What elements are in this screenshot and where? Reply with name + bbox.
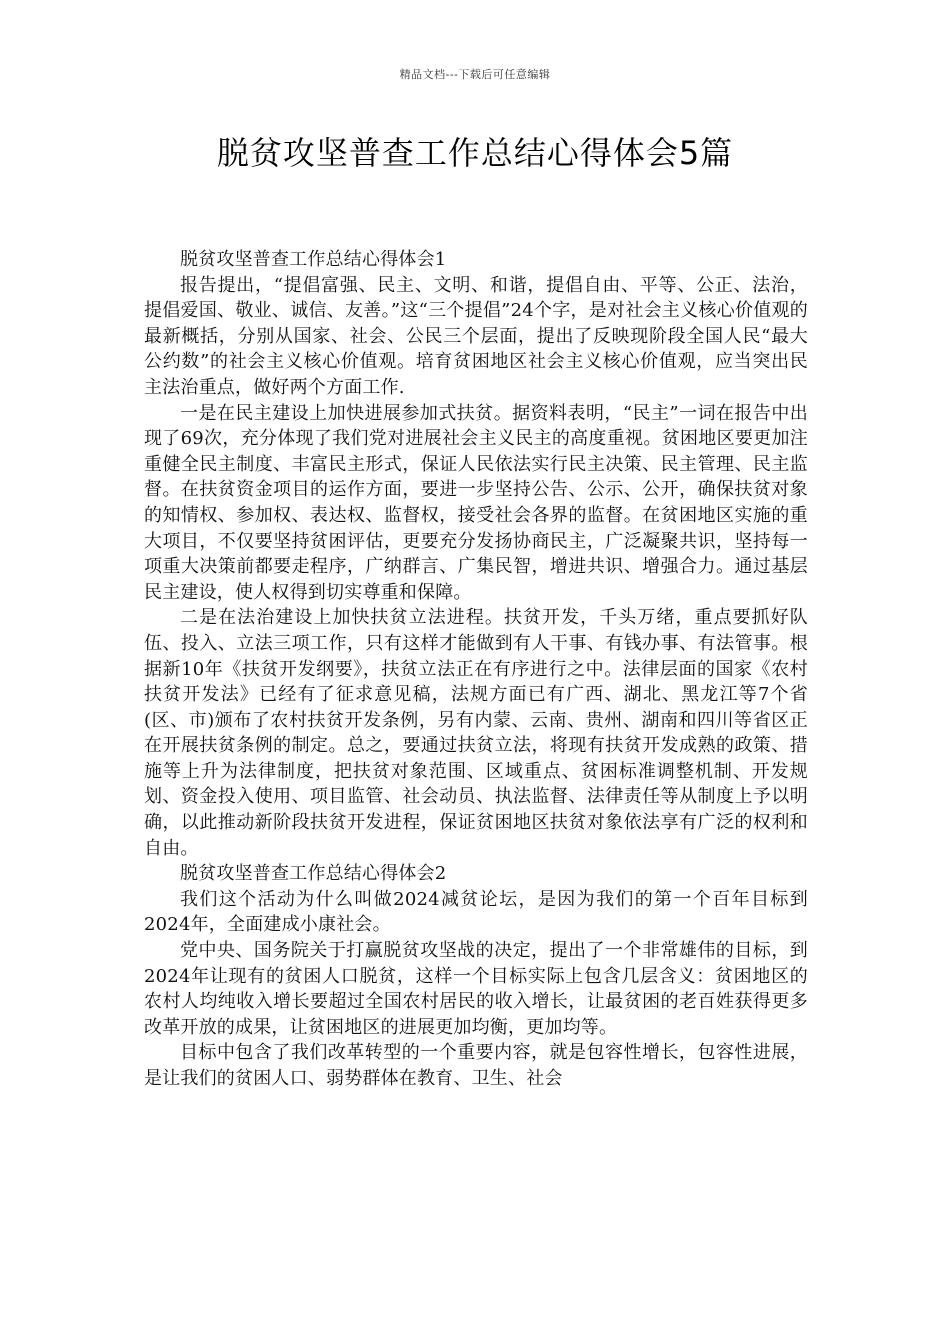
- paragraph: 一是在民主建设上加快进展参加式扶贫。据资料表明，“民主”一词在报告中出现了69次，充分体现了我们党对进展社会主义民主的高度重视。贫困地区要更加注重健全民主制度、丰富民主形式，保证人民依法实行民主决策、民主管理、民主监督。在扶贫资金项目的运作方面，要进一步坚持公告、公示、公开，确保扶贫对象的知情权、参加权、表达权、监督权，接受社会各界的监督。在贫困地区实施的重大项目，不仅要坚持贫困评估，更要充分发扬协商民主，广泛凝聚共识，坚持每一项重大决策前都要走程序，广纳群言、广集民智，增进共识、增强合力。通过基层民主建设，使人权得到切实尊重和保障。: [144, 402, 808, 603]
- page-header-note: 精品文档---下载后可任意编辑: [399, 68, 551, 81]
- document-title: 脱贫攻坚普查工作总结心得体会5篇: [216, 134, 734, 172]
- paragraph: 我们这个活动为什么叫做2024减贫论坛，是因为我们的第一个百年目标到2024年，全面建成小康社会。: [144, 888, 808, 936]
- paragraph: 报告提出，“提倡富强、民主、文明、和谐，提倡自由、平等、公正、法治，提倡爱国、敬业、诚信、友善。”这“三个提倡”24个字，是对社会主义核心价值观的最新概括，分别从国家、社会、公民三个层面，提出了反映现阶段全国人民“最大公约数”的社会主义核心价值观。培育贫困地区社会主义核心价值观，应当突出民主法治重点，做好两个方面工作.: [144, 274, 808, 398]
- paragraph: 目标中包含了我们改革转型的一个重要内容，就是包容性增长，包容性进展，是让我们的贫困人口、弱势群体在教育、卫生、社会: [144, 1042, 808, 1089]
- document-body: [144, 247, 808, 1092]
- paragraph: 二是在法治建设上加快扶贫立法进程。扶贫开发，千头万绪，重点要抓好队伍、投入、立法三项工作，只有这样才能做到有人干事、有钱办事、有法管事。根据新10年《扶贫开发纲要》，扶贫立法正在有序进行之中。法律层面的国家《农村扶贫开发法》已经有了征求意见稿，法规方面已有广西、湖北、黑龙江等7个省(区、市)颁布了农村扶贫开发条例，另有内蒙、云南、贵州、湖南和四川等省区正在开展扶贫条例的制定。总之，要通过扶贫立法，将现有扶贫开发成熟的政策、措施等上升为法律制度，把扶贫对象范围、区域重点、贫困标准调整机制、开发规划、资金投入使用、项目监管、社会动员、执法监督、法律责任等从制度上予以明确，以此推动新阶段扶贫开发进程，保证贫困地区扶贫对象依法享有广泛的权利和自由。: [144, 607, 808, 859]
- paragraph: 党中央、国务院关于打赢脱贫攻坚战的决定，提出了一个非常雄伟的目标，到2024年让现有的贫困人口脱贫，这样一个目标实际上包含几层含义：贫困地区的农村人均纯收入增长要超过全国农村居民的收入增长，让最贫困的老百姓获得更多改革开放的成果，让贫困地区的进展更加均衡，更加均等。: [144, 940, 808, 1038]
- section-heading-2: 脱贫攻坚普查工作总结心得体会2: [180, 863, 447, 885]
- section-heading-1: 脱贫攻坚普查工作总结心得体会1: [180, 249, 447, 270]
